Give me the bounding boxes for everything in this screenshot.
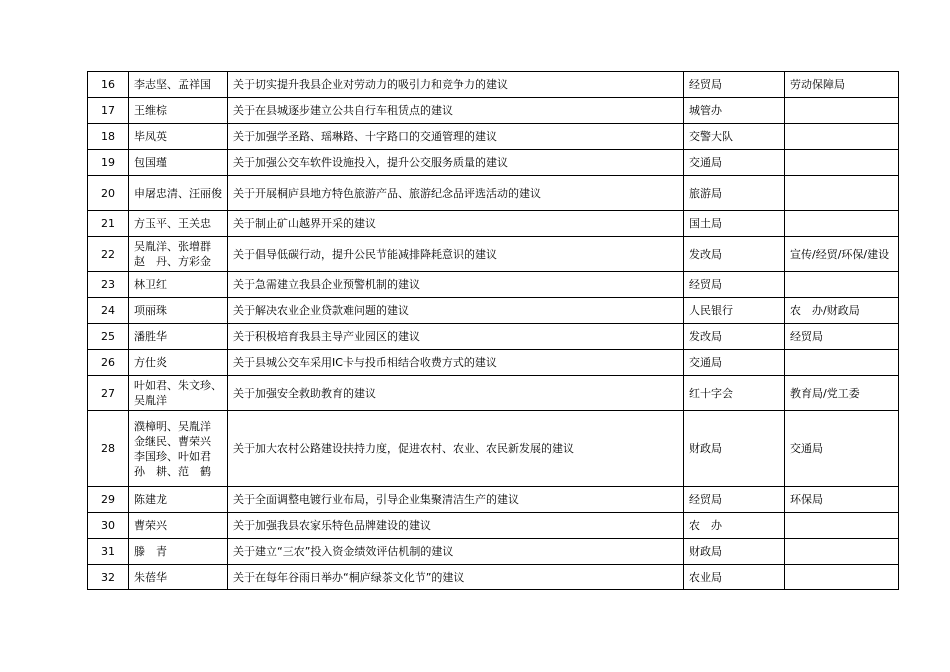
row-number: 18: [88, 124, 129, 150]
co-department: 教育局/党工委: [785, 376, 899, 411]
co-department: [785, 272, 899, 298]
proposer-names: 项丽珠: [129, 298, 228, 324]
lead-department: 发改局: [684, 237, 785, 272]
table-row: [88, 411, 899, 487]
table-row: [88, 98, 899, 124]
proposal-title: 关于加大农村公路建设扶持力度，促进农村、农业、农民新发展的建议: [228, 411, 684, 487]
table-row: [88, 237, 899, 272]
table-row: [88, 124, 899, 150]
proposal-title: 关于加强学圣路、瑶琳路、十字路口的交通管理的建议: [228, 124, 684, 150]
co-department: [785, 565, 899, 590]
table-row: [88, 513, 899, 539]
proposer-names: 林卫红: [129, 272, 228, 298]
co-department: 宣传/经贸/环保/建设: [785, 237, 899, 272]
lead-department: 城管办: [684, 98, 785, 124]
row-number: 28: [88, 411, 129, 487]
proposer-names: 潘胜华: [129, 324, 228, 350]
lead-department: 国土局: [684, 211, 785, 237]
proposer-names: 吴胤洋、张增群 赵 丹、方彩金: [129, 237, 228, 272]
lead-department: 红十字会: [684, 376, 785, 411]
row-number: 16: [88, 72, 129, 98]
lead-department: 旅游局: [684, 176, 785, 211]
lead-department: 发改局: [684, 324, 785, 350]
co-department: [785, 350, 899, 376]
proposal-title: 关于全面调整电镀行业布局，引导企业集聚清洁生产的建议: [228, 487, 684, 513]
lead-department: 经贸局: [684, 72, 785, 98]
co-department: [785, 211, 899, 237]
lead-department: 人民银行: [684, 298, 785, 324]
proposal-title: 关于倡导低碳行动，提升公民节能减排降耗意识的建议: [228, 237, 684, 272]
proposer-names: 方仕炎: [129, 350, 228, 376]
co-department: 经贸局: [785, 324, 899, 350]
proposal-title: 关于建立“三农”投入资金绩效评估机制的建议: [228, 539, 684, 565]
row-number: 32: [88, 565, 129, 590]
co-department: 农 办/财政局: [785, 298, 899, 324]
row-number: 21: [88, 211, 129, 237]
co-department: [785, 539, 899, 565]
table-row: [88, 272, 899, 298]
table-row: [88, 376, 899, 411]
proposer-names: 陈建龙: [129, 487, 228, 513]
proposer-names: 朱蓓华: [129, 565, 228, 590]
row-number: 24: [88, 298, 129, 324]
table-row: [88, 324, 899, 350]
co-department: 交通局: [785, 411, 899, 487]
proposal-table-body: [88, 72, 899, 590]
row-number: 17: [88, 98, 129, 124]
lead-department: 经贸局: [684, 487, 785, 513]
co-department: [785, 124, 899, 150]
proposer-names: 曹荣兴: [129, 513, 228, 539]
proposer-names: 滕 青: [129, 539, 228, 565]
table-row: [88, 539, 899, 565]
row-number: 29: [88, 487, 129, 513]
proposer-names: 濮樟明、吴胤洋 金继民、曹荣兴 李国珍、叶如君 孙 耕、范 鹤: [129, 411, 228, 487]
co-department: [785, 176, 899, 211]
proposer-names: 毕凤英: [129, 124, 228, 150]
lead-department: 交通局: [684, 350, 785, 376]
proposer-names: 方玉平、王关忠: [129, 211, 228, 237]
proposer-names: 包国瑾: [129, 150, 228, 176]
co-department: [785, 150, 899, 176]
table-row: [88, 350, 899, 376]
lead-department: 交通局: [684, 150, 785, 176]
proposal-title: 关于解决农业企业贷款难问题的建议: [228, 298, 684, 324]
proposal-title: 关于切实提升我县企业对劳动力的吸引力和竞争力的建议: [228, 72, 684, 98]
table-row: [88, 211, 899, 237]
table-row: [88, 487, 899, 513]
row-number: 26: [88, 350, 129, 376]
table-row: [88, 565, 899, 590]
lead-department: 财政局: [684, 411, 785, 487]
co-department: 环保局: [785, 487, 899, 513]
lead-department: 财政局: [684, 539, 785, 565]
co-department: [785, 98, 899, 124]
proposal-title: 关于在每年谷雨日举办“桐庐绿茶文化节”的建议: [228, 565, 684, 590]
row-number: 25: [88, 324, 129, 350]
row-number: 19: [88, 150, 129, 176]
proposal-title: 关于县城公交车采用IC卡与投币相结合收费方式的建议: [228, 350, 684, 376]
lead-department: 交警大队: [684, 124, 785, 150]
row-number: 27: [88, 376, 129, 411]
lead-department: 农 办: [684, 513, 785, 539]
lead-department: 经贸局: [684, 272, 785, 298]
row-number: 22: [88, 237, 129, 272]
co-department: [785, 513, 899, 539]
proposer-names: 申屠忠清、汪丽俊: [129, 176, 228, 211]
proposer-names: 王维棕: [129, 98, 228, 124]
lead-department: 农业局: [684, 565, 785, 590]
row-number: 31: [88, 539, 129, 565]
proposal-title: 关于在县城逐步建立公共自行车租赁点的建议: [228, 98, 684, 124]
proposal-title: 关于制止矿山越界开采的建议: [228, 211, 684, 237]
proposal-table: [87, 71, 899, 590]
proposal-title: 关于加强安全救助教育的建议: [228, 376, 684, 411]
row-number: 30: [88, 513, 129, 539]
proposer-names: 叶如君、朱文珍、吴胤洋: [129, 376, 228, 411]
proposal-title: 关于积极培育我县主导产业园区的建议: [228, 324, 684, 350]
proposer-names: 李志坚、孟祥国: [129, 72, 228, 98]
table-row: [88, 150, 899, 176]
table-row: [88, 298, 899, 324]
proposal-title: 关于加强公交车软件设施投入，提升公交服务质量的建议: [228, 150, 684, 176]
row-number: 23: [88, 272, 129, 298]
proposal-title: 关于加强我县农家乐特色品牌建设的建议: [228, 513, 684, 539]
proposal-title: 关于开展桐庐县地方特色旅游产品、旅游纪念品评选活动的建议: [228, 176, 684, 211]
row-number: 20: [88, 176, 129, 211]
table-row: [88, 72, 899, 98]
co-department: 劳动保障局: [785, 72, 899, 98]
table-row: [88, 176, 899, 211]
proposal-title: 关于急需建立我县企业预警机制的建议: [228, 272, 684, 298]
